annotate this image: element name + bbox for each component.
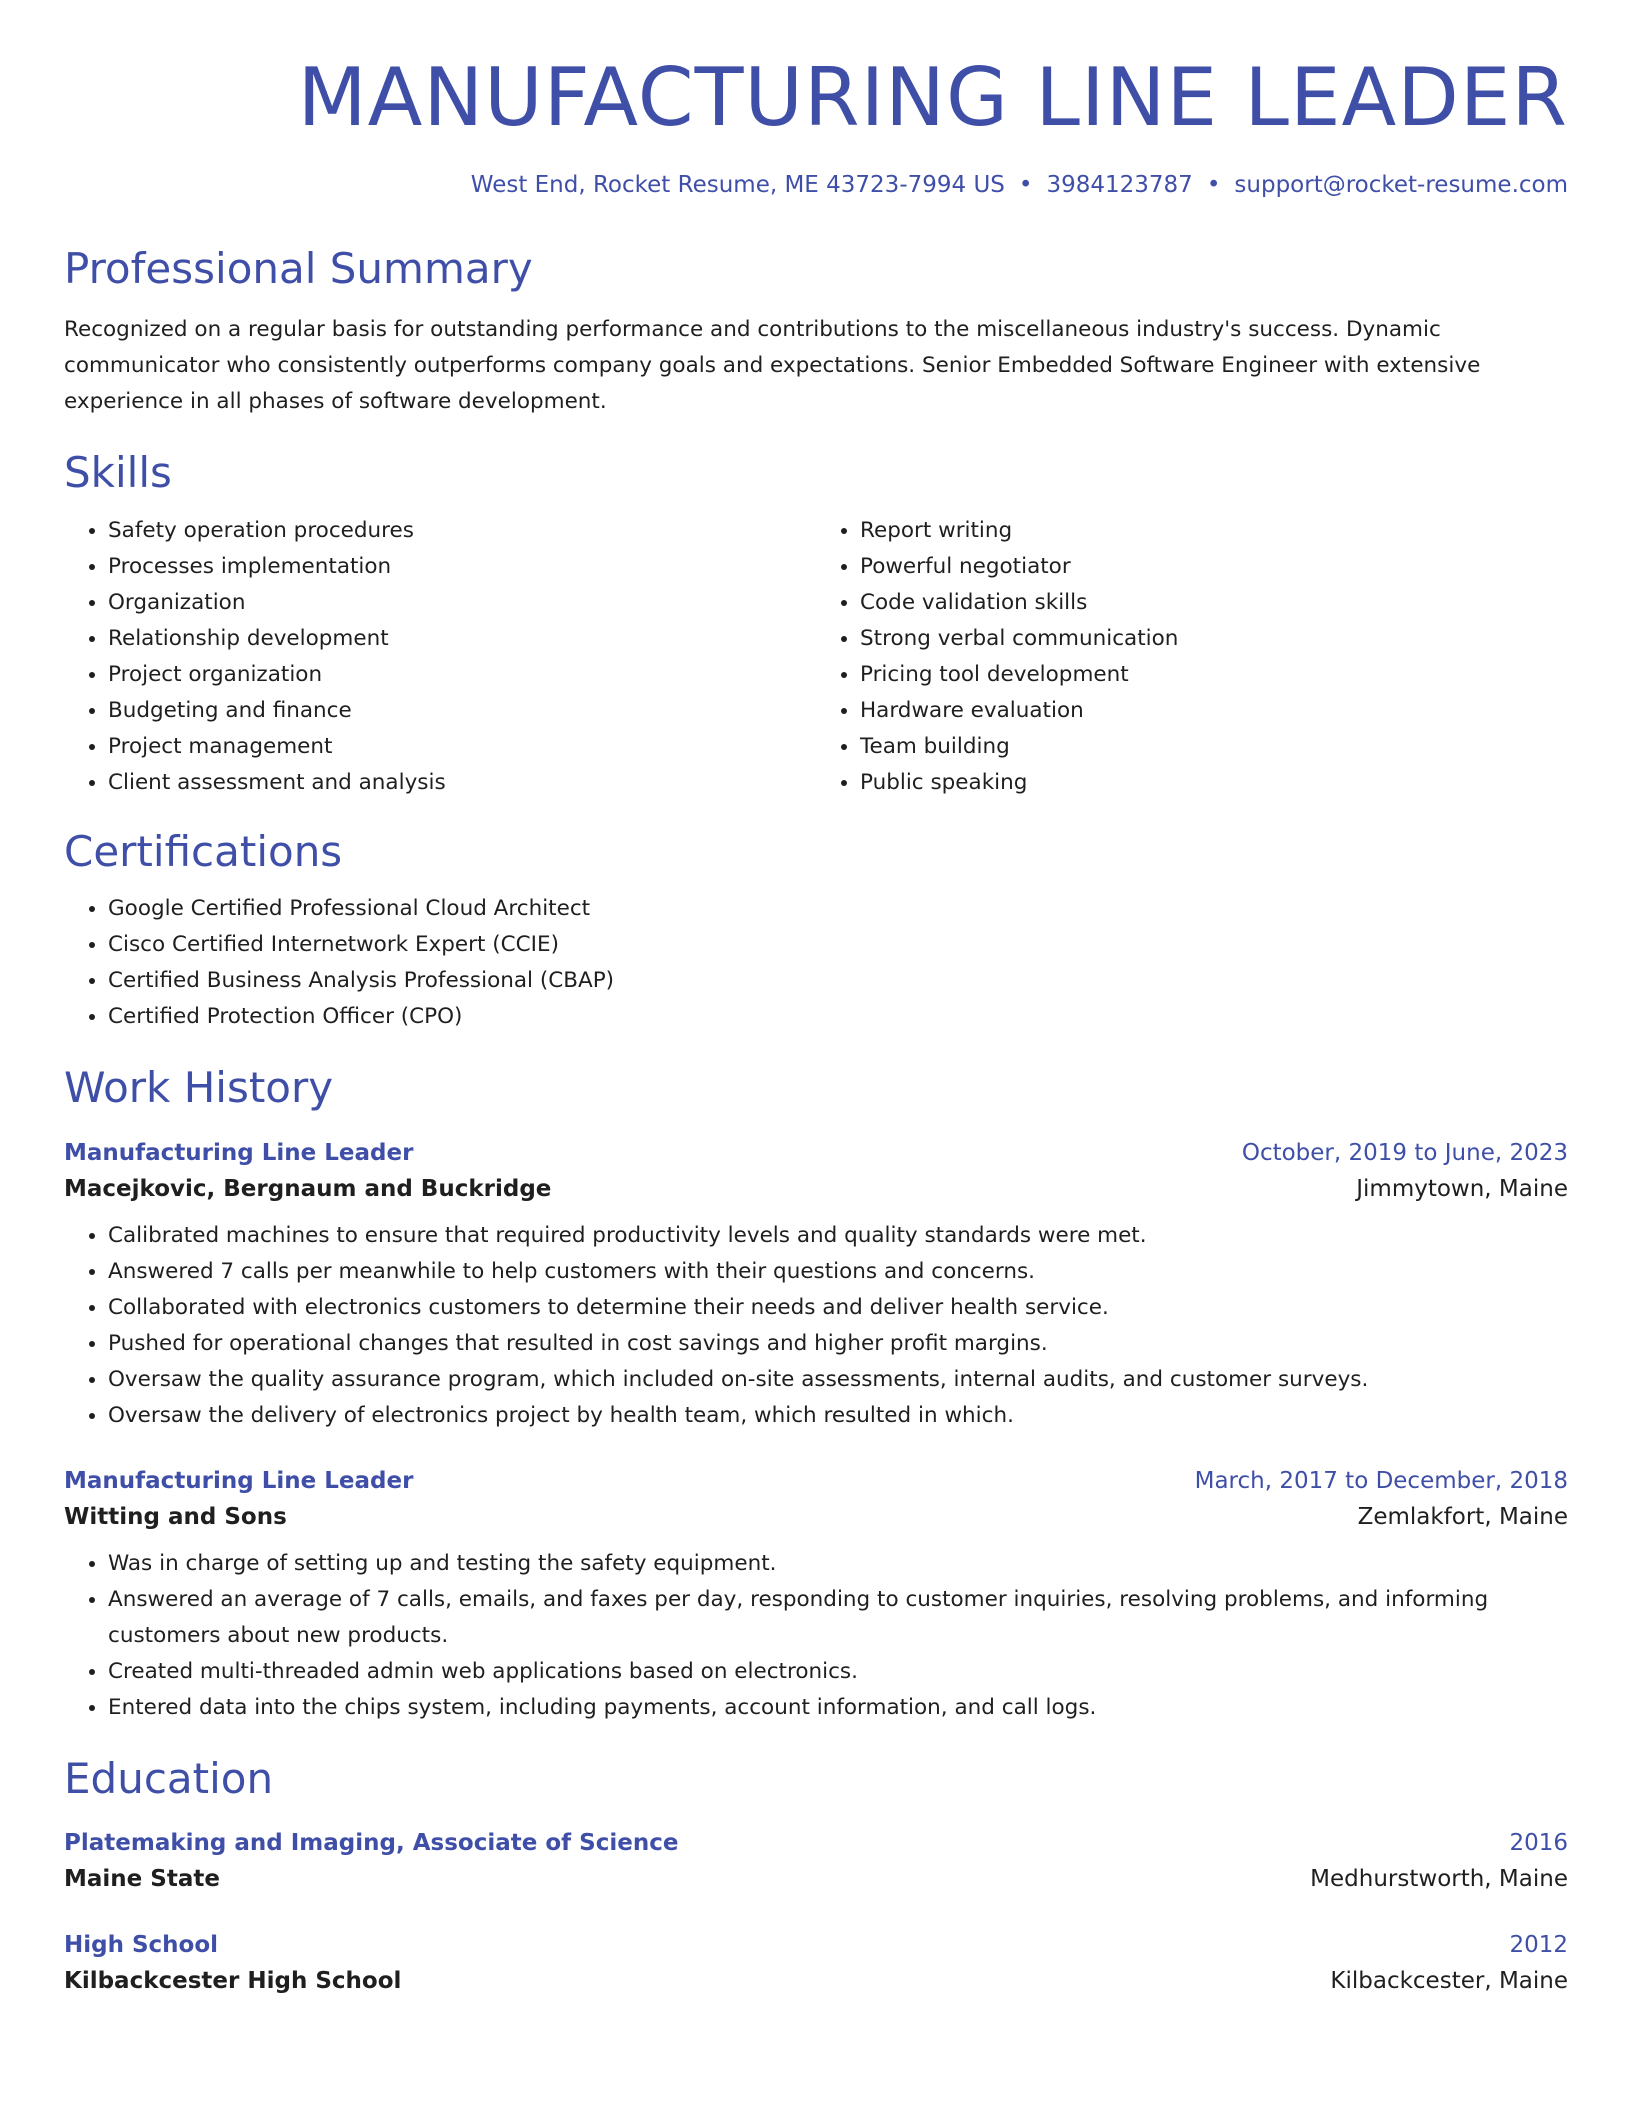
skill-item: • Powerful negotiator (860, 549, 1568, 585)
education-heading: Education (64, 1753, 274, 1803)
skill-item: • Project management (108, 729, 816, 765)
job-bullet: • Oversaw the quality assurance program, which included on-site assessments, internal audits, and customer surveys. (108, 1362, 1568, 1398)
job-subheader (64, 1504, 1568, 1530)
summary-heading: Professional Summary (64, 244, 533, 293)
job-role: Manufacturing Line Leader (64, 1467, 414, 1494)
skills-list-right (816, 513, 1568, 801)
skill-item: • Relationship development (108, 621, 816, 657)
education-header (64, 1932, 1568, 1958)
job-entry (64, 1140, 1568, 1434)
contact-phone[interactable]: 3984123787 (1046, 172, 1193, 198)
contact-email[interactable]: support@rocket-resume.com (1234, 172, 1568, 198)
job-bullet: • Created multi-threaded admin web applications based on electronics. (108, 1654, 1568, 1690)
job-bullets (64, 1546, 1568, 1726)
certification-item: • Certified Protection Officer (CPO) (108, 999, 1568, 1035)
job-bullet: • Answered 7 calls per meanwhile to help customers with their questions and concerns. (108, 1254, 1568, 1290)
skills-column-right (816, 513, 1568, 801)
skill-item: • Code validation skills (860, 585, 1568, 621)
certifications-list (64, 891, 1568, 1035)
certification-item: • Certified Business Analysis Professional (CBAP) (108, 963, 1568, 999)
education-year: 2016 (1509, 1829, 1568, 1856)
skills-grid (64, 513, 1568, 801)
job-location: Jimmytown, Maine (1356, 1175, 1568, 1202)
work-history-heading: Work History (64, 1063, 334, 1113)
certification-item: • Google Certified Professional Cloud Architect (108, 891, 1568, 927)
job-bullet: • Was in charge of setting up and testing the safety equipment. (108, 1546, 1568, 1582)
education-year: 2012 (1509, 1931, 1568, 1958)
skills-heading: Skills (64, 448, 172, 498)
education-subheader (64, 1968, 1568, 1994)
certification-item: • Cisco Certified Internetwork Expert (CCIE) (108, 927, 1568, 963)
skill-item: • Public speaking (860, 765, 1568, 801)
contact-separator: • (1206, 172, 1221, 198)
skill-item: • Report writing (860, 513, 1568, 549)
skill-item: • Pricing tool development (860, 657, 1568, 693)
contact-address: West End, Rocket Resume, ME 43723-7994 US (470, 172, 1005, 198)
skills-list-left (64, 513, 816, 801)
job-company: Macejkovic, Bergnaum and Buckridge (64, 1175, 552, 1202)
education-degree: Platemaking and Imaging, Associate of Science (64, 1829, 679, 1856)
education-entry (64, 1830, 1568, 1892)
resume-name: MANUFACTURING LINE LEADER (297, 51, 1568, 144)
education-school: Maine State (64, 1865, 220, 1892)
job-bullet: • Calibrated machines to ensure that required productivity levels and quality standards were met. (108, 1218, 1568, 1254)
skill-item: • Client assessment and analysis (108, 765, 816, 801)
job-bullet: • Entered data into the chips system, including payments, account information, and call logs. (108, 1690, 1568, 1726)
education-location: Kilbackcester, Maine (1330, 1967, 1568, 1994)
education-location: Medhurstworth, Maine (1310, 1865, 1568, 1892)
job-bullets (64, 1218, 1568, 1434)
contact-line (64, 172, 1568, 198)
job-bullet: • Collaborated with electronics customers to determine their needs and deliver health service. (108, 1290, 1568, 1326)
job-dates: March, 2017 to December, 2018 (1194, 1467, 1568, 1494)
education-degree: High School (64, 1931, 219, 1958)
contact-separator: • (1018, 172, 1033, 198)
skill-item: • Safety operation procedures (108, 513, 816, 549)
summary-text: Recognized on a regular basis for outstanding performance and contributions to the miscellaneous industry's success. Dynamic communicator who consistently outperforms company goals and expectations. Senior Embedded Software Engineer with extensive experience in all phases of software development. (64, 317, 1481, 415)
job-subheader (64, 1176, 1568, 1202)
job-company: Witting and Sons (64, 1503, 287, 1530)
skill-item: • Organization (108, 585, 816, 621)
certifications-heading: Certifications (64, 826, 343, 876)
job-location: Zemlakfort, Maine (1357, 1503, 1568, 1530)
skill-item: • Project organization (108, 657, 816, 693)
job-header (64, 1468, 1568, 1494)
job-bullet: • Oversaw the delivery of electronics project by health team, which resulted in which. (108, 1398, 1568, 1434)
skill-item: • Hardware evaluation (860, 693, 1568, 729)
education-school: Kilbackcester High School (64, 1967, 402, 1994)
job-bullet: • Answered an average of 7 calls, emails, and faxes per day, responding to customer inquiries, resolving problems, and informing customers about new products. (108, 1582, 1568, 1654)
job-role: Manufacturing Line Leader (64, 1139, 414, 1166)
education-header (64, 1830, 1568, 1856)
job-dates: October, 2019 to June, 2023 (1241, 1139, 1568, 1166)
job-header (64, 1140, 1568, 1166)
skills-column-left (64, 513, 816, 801)
skill-item: • Strong verbal communication (860, 621, 1568, 657)
education-subheader (64, 1866, 1568, 1892)
skill-item: • Budgeting and finance (108, 693, 816, 729)
skill-item: • Team building (860, 729, 1568, 765)
skill-item: • Processes implementation (108, 549, 816, 585)
job-bullet: • Pushed for operational changes that resulted in cost savings and higher profit margins. (108, 1326, 1568, 1362)
education-entry (64, 1932, 1568, 1994)
job-entry (64, 1468, 1568, 1726)
resume-page (64, 40, 1568, 1994)
